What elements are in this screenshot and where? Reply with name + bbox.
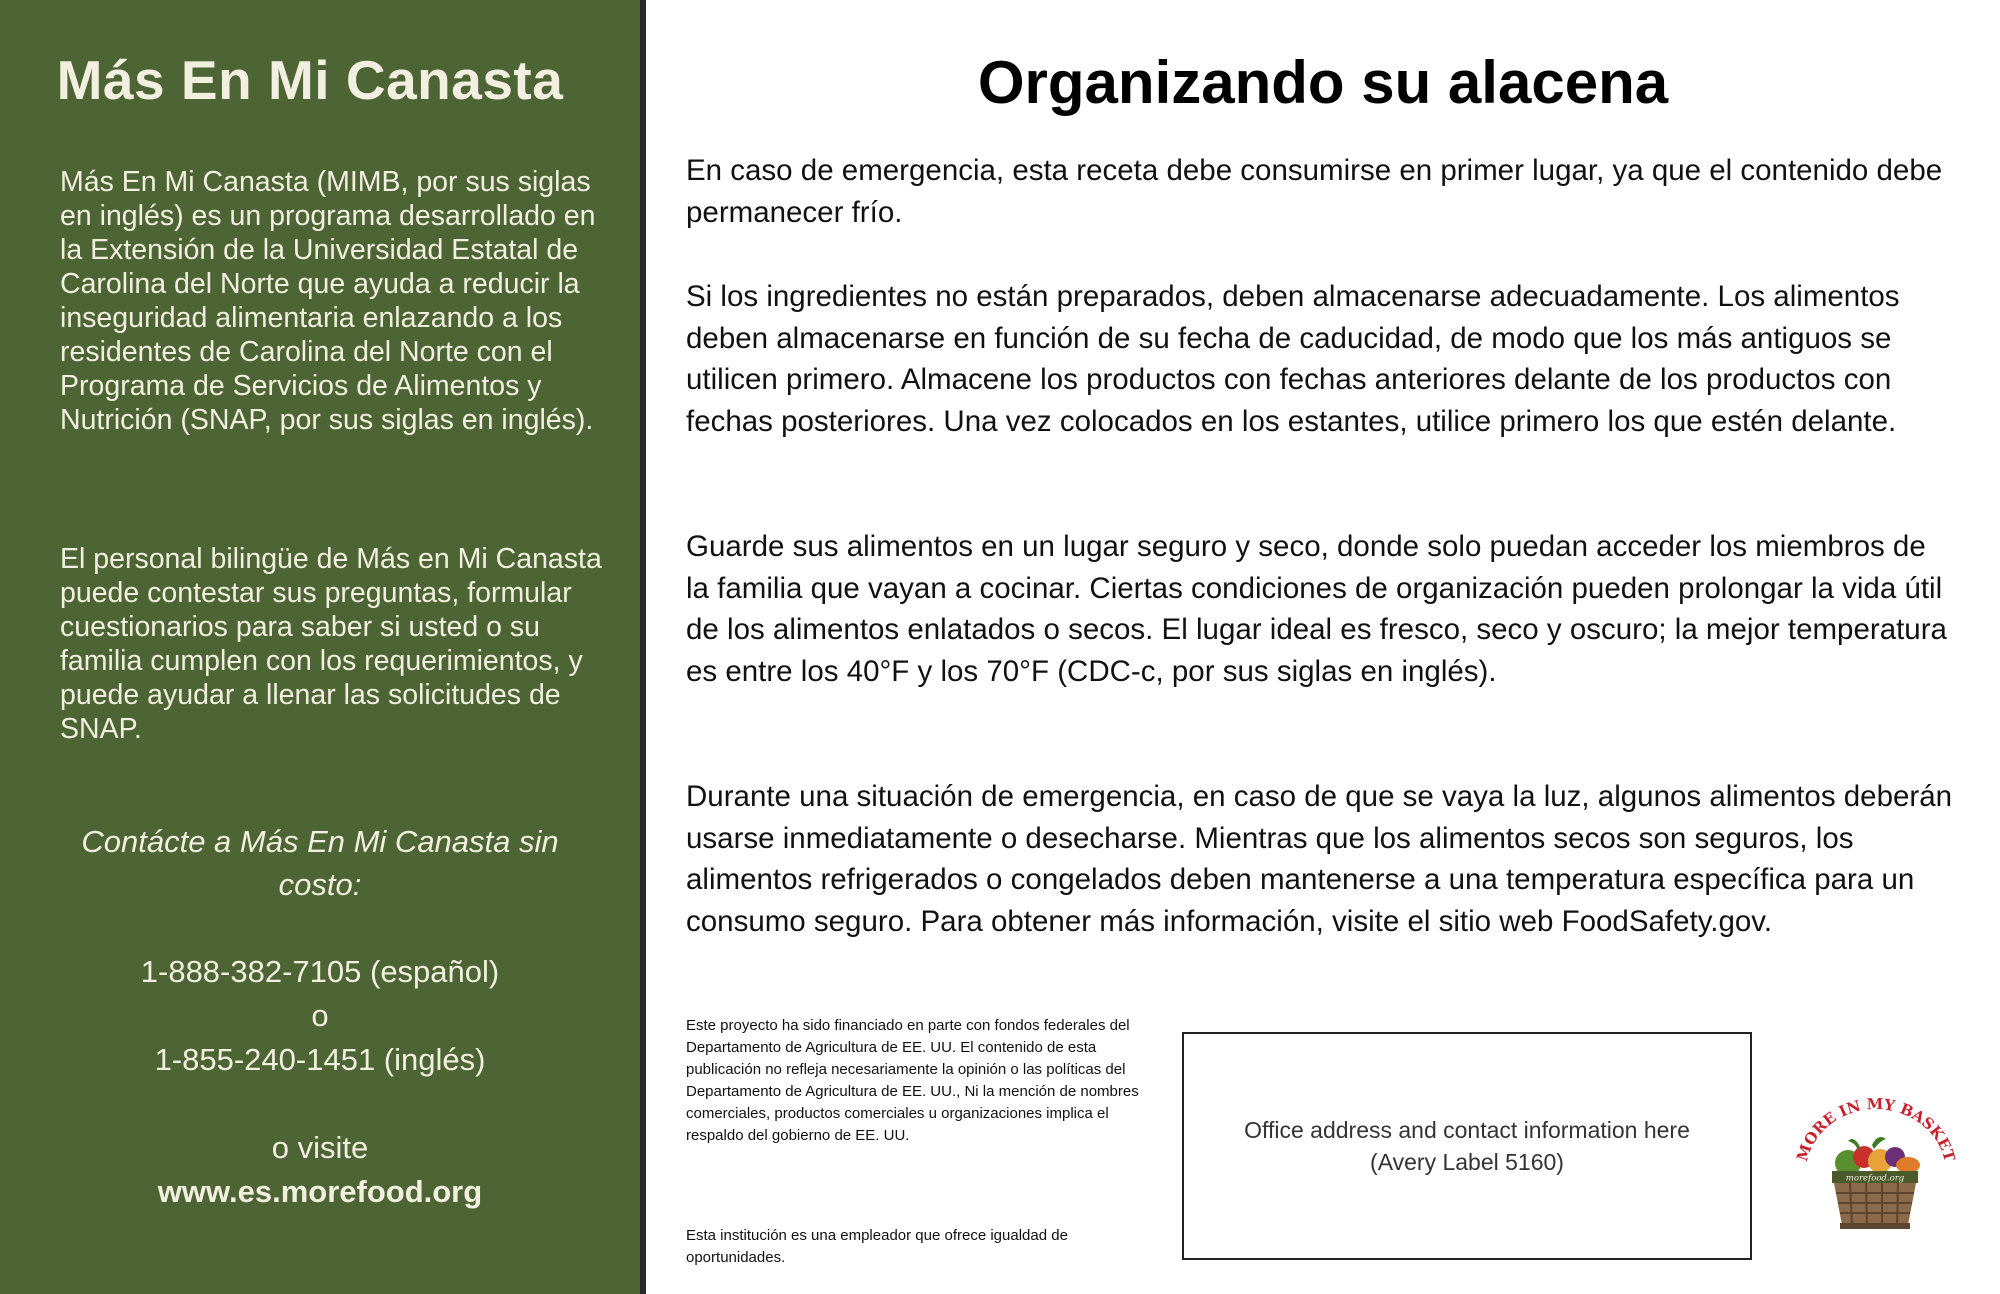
sidebar-title: Más En Mi Canasta: [56, 49, 564, 111]
staff-description: El personal bilingüe de Más en Mi Canasta puede contestar sus preguntas, formular cuestionarios para saber si usted o su familia cumplen con los requerimientos, y puede ayudar a llenar las solicitudes de SNAP.: [60, 543, 602, 745]
or-separator: o: [311, 998, 329, 1033]
paragraph-power-outage: Durante una situación de emergencia, en caso de que se vaya la luz, algunos alimentos deberán usarse inmediatamente o desecharse. Mientras que los alimentos secos son seguros, los alimentos refrigerados o congelados deben mantenerse a una temperatura específica para un consumo seguro. Para obtener más información, visite el sitio web FoodSafety.gov.: [686, 780, 1953, 938]
sidebar: [0, 0, 640, 1294]
logo-arc-text: MORE IN MY BASKET: [1793, 1095, 1958, 1164]
paragraph-location: Guarde sus alimentos en un lugar seguro y seco, donde solo puedan acceder los miembros de la familia que vayan a cocinar. Ciertas condiciones de organización pueden prolongar la vida útil de los alimentos enlatados o secos. El lugar ideal es fresco, seco y oscuro; la mejor temperatura es entre los 40°F y los 70°F (CDC-c, por sus siglas en inglés).: [686, 530, 1947, 688]
column-divider: [640, 0, 646, 1294]
program-description: Más En Mi Canasta (MIMB, por sus siglas en inglés) es un programa desarrollado en la Extensión de la Universidad Estatal de Carolina del Norte que ayuda a reducir la inseguridad alimentaria enlazando a los residentes de Carolina del Norte con el Programa de Servicios de Alimentos y Nutrición (SNAP, por sus siglas en inglés).: [60, 166, 596, 436]
phone-spanish[interactable]: 1-888-382-7105 (español): [140, 954, 500, 989]
contact-block: [40, 820, 600, 1214]
paragraph-storage: Si los ingredientes no están preparados, deben almacenarse adecuadamente. Los alimentos deben almacenarse en función de su fecha de caducidad, de modo que los más antiguos se utilicen primero. Almacene los productos con fechas anteriores delante de los productos con fechas posteriores. Una vez colocados en los estantes, utilice primero los que estén delante.: [686, 280, 1900, 438]
phone-english[interactable]: 1-855-240-1451 (inglés): [154, 1042, 486, 1077]
basket-logo-icon: [1788, 1095, 1958, 1235]
equal-opportunity-statement: Esta institución es una empleador que ofrece igualdad de oportunidades.: [686, 1227, 1068, 1266]
address-label-box: [1182, 1032, 1752, 1260]
logo-url-text: morefood.org: [1845, 1173, 1905, 1184]
usda-disclaimer: Este proyecto ha sido financiado en parte con fondos federales del Departamento de Agricultura de EE. UU. El contenido de esta publicación no refleja necesariamente la opinión o las políticas del Departamento de Agricultura de EE. UU., Ni la mención de nombres comerciales, productos comerciales u organizaciones implica el respaldo del gobierno de EE. UU.: [686, 1017, 1139, 1144]
visit-label: o visite: [271, 1130, 369, 1165]
paragraph-emergency: En caso de emergencia, esta receta debe consumirse en primer lugar, ya que el contenido debe permanecer frío.: [686, 154, 1943, 229]
address-placeholder: Office address and contact information here (Avery Label 5160): [1244, 1117, 1690, 1175]
contact-heading: Contácte a Más En Mi Canasta sin costo:: [81, 824, 559, 902]
page-title: Organizando su alacena: [977, 49, 1669, 116]
website-link[interactable]: www.es.morefood.org: [157, 1174, 483, 1209]
